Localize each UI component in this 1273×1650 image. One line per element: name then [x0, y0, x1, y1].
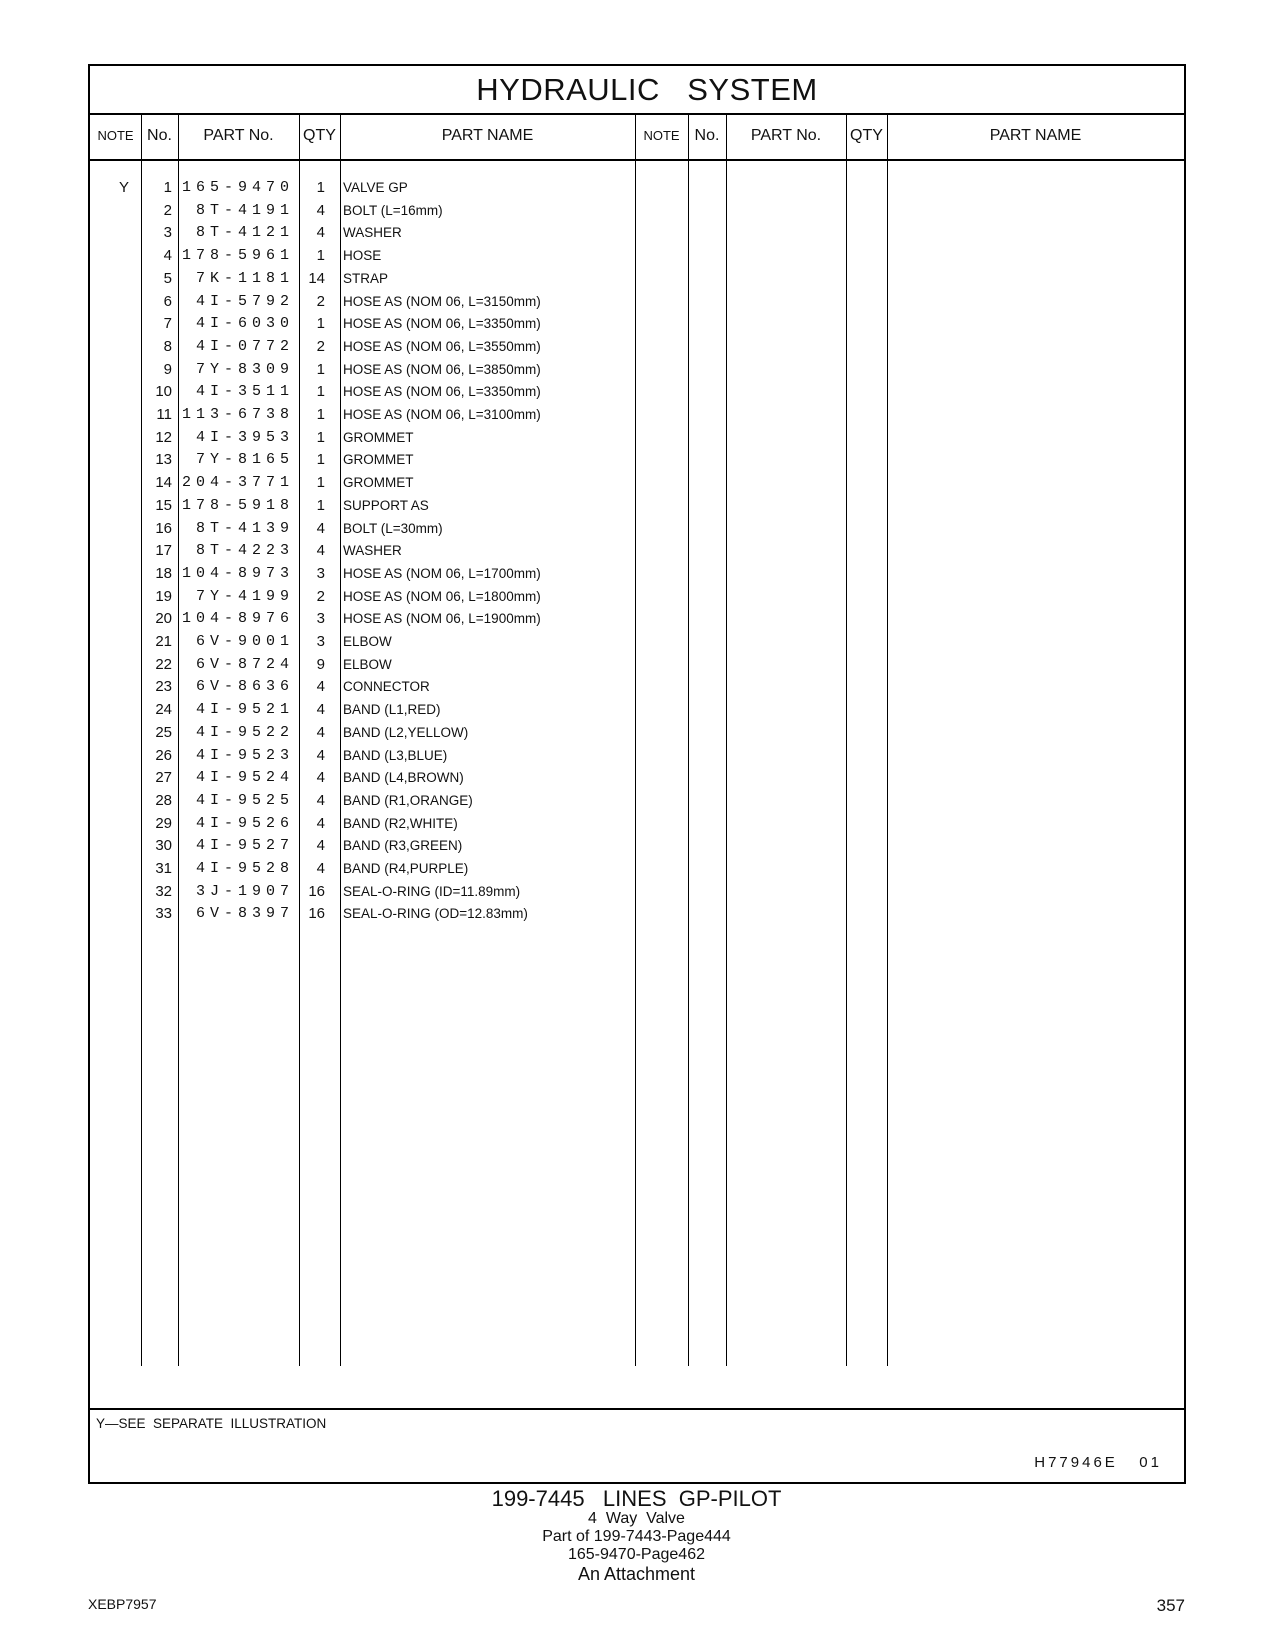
caption-subtitle: 4 Way Valve	[588, 1510, 685, 1527]
row-quantity: 4	[316, 723, 325, 741]
row-quantity: 1	[316, 315, 325, 333]
caption-part-of: Part of 199-7443-Page444	[542, 1528, 731, 1545]
row-part-number: 4I-9524	[195, 769, 294, 787]
row-part-number: 7K-1181	[195, 269, 294, 287]
row-quantity: 1	[316, 496, 325, 514]
row-number: 15	[155, 496, 172, 514]
header-qty-right: QTY	[850, 127, 883, 144]
row-part-name: HOSE AS (NOM 06, L=3350mm)	[343, 384, 541, 400]
table-row	[90, 744, 650, 767]
table-row	[90, 221, 650, 244]
header-partno-left: PART No.	[203, 127, 274, 144]
table-row	[90, 880, 650, 903]
row-quantity: 3	[316, 610, 325, 628]
table-row	[90, 244, 650, 267]
row-part-name: CONNECTOR	[343, 679, 430, 695]
row-number: 14	[155, 474, 172, 492]
row-number: 27	[155, 769, 172, 787]
row-quantity: 4	[316, 678, 325, 696]
row-part-name: HOSE AS (NOM 06, L=1700mm)	[343, 565, 541, 581]
row-part-name: BAND (R1,ORANGE)	[343, 792, 473, 808]
table-row	[90, 494, 650, 517]
row-part-number: 8T-4139	[195, 519, 294, 537]
row-number: 28	[155, 791, 172, 809]
table-row	[90, 176, 650, 199]
row-quantity: 4	[316, 519, 325, 537]
row-quantity: 4	[316, 791, 325, 809]
row-part-number: 4I-9522	[195, 723, 294, 741]
row-part-name: WASHER	[343, 225, 402, 241]
table-row	[90, 471, 650, 494]
row-part-number: 6V-9001	[195, 633, 294, 650]
table-row	[90, 199, 650, 222]
row-quantity: 1	[316, 428, 325, 446]
table-row	[90, 312, 650, 335]
row-quantity: 2	[316, 292, 325, 310]
row-part-number: 4I-5792	[195, 292, 294, 310]
table-row	[90, 902, 650, 925]
row-part-number: 4I-9525	[195, 791, 294, 809]
header-no-right: No.	[694, 127, 720, 144]
row-quantity: 3	[316, 633, 325, 650]
row-part-name: BAND (R3,GREEN)	[343, 838, 463, 854]
row-part-name: BOLT (L=16mm)	[343, 202, 443, 218]
row-part-name: BOLT (L=30mm)	[343, 520, 443, 536]
table-row	[90, 358, 650, 381]
row-number: 11	[156, 406, 172, 423]
table-row	[90, 834, 650, 857]
row-number: 32	[155, 882, 172, 900]
caption-reference: 165-9470-Page462	[567, 1546, 705, 1563]
row-part-name: GROMMET	[343, 475, 414, 491]
row-number: 6	[163, 292, 172, 310]
row-part-name: BAND (L4,BROWN)	[343, 770, 464, 786]
row-quantity: 1	[316, 474, 325, 492]
table-row	[90, 448, 650, 471]
row-part-name: SEAL-O-RING (OD=12.83mm)	[343, 906, 528, 922]
row-part-number: 8T-4121	[195, 224, 294, 242]
row-part-name: ELBOW	[343, 634, 392, 649]
table-row	[90, 812, 650, 835]
row-part-number: 4I-9523	[195, 746, 294, 764]
table-row	[90, 766, 650, 789]
row-part-number: 8T-4223	[195, 542, 294, 560]
table-row	[90, 630, 650, 653]
header-note-right: NOTE	[643, 128, 680, 143]
row-part-number: 165-9470	[182, 179, 295, 196]
table-row	[90, 675, 650, 698]
row-number: 13	[155, 451, 172, 469]
table-row	[90, 562, 650, 585]
row-number: 7	[163, 315, 172, 333]
row-part-number: 204-3771	[182, 474, 295, 492]
row-part-number: 4I-3953	[195, 428, 294, 446]
row-part-name: BAND (R2,WHITE)	[343, 815, 458, 831]
row-quantity: 4	[316, 224, 325, 242]
drawing-code: H77946E 01	[1034, 1454, 1162, 1471]
row-part-name: ELBOW	[343, 656, 392, 672]
row-number: 8	[163, 337, 172, 355]
row-number: 30	[155, 837, 172, 855]
page-title: HYDRAULIC SYSTEM	[476, 72, 818, 107]
row-number: 1	[163, 179, 172, 196]
row-part-number: 4I-6030	[195, 315, 294, 333]
row-number: 9	[163, 360, 172, 378]
row-part-number: 7Y-8309	[195, 360, 294, 378]
row-quantity: 1	[316, 451, 325, 469]
row-part-name: WASHER	[343, 543, 402, 559]
row-part-number: 178-5961	[182, 247, 295, 265]
parts-table-body	[90, 161, 1184, 1366]
footer-divider	[90, 1408, 1184, 1410]
row-part-name: HOSE AS (NOM 06, L=3850mm)	[343, 361, 541, 377]
row-part-number: 6V-8397	[195, 905, 294, 923]
row-part-name: STRAP	[343, 270, 389, 286]
row-number: 31	[155, 860, 172, 877]
table-row	[90, 335, 650, 358]
row-number: 2	[163, 201, 172, 219]
table-row	[90, 267, 650, 290]
row-part-name: HOSE AS (NOM 06, L=1800mm)	[343, 588, 541, 604]
row-part-name: BAND (L1,RED)	[343, 702, 441, 718]
row-quantity: 4	[316, 542, 325, 560]
document-id: XEBP7957	[88, 1596, 157, 1612]
row-part-number: 104-8976	[182, 610, 295, 628]
header-partname-left: PART NAME	[441, 127, 534, 144]
row-part-name: VALVE GP	[343, 180, 408, 195]
row-part-name: HOSE AS (NOM 06, L=3350mm)	[343, 316, 541, 332]
table-row	[90, 698, 650, 721]
row-part-number: 4I-9526	[195, 814, 294, 832]
row-quantity: 9	[316, 655, 325, 673]
row-quantity: 16	[308, 882, 325, 900]
row-number: 3	[163, 224, 172, 242]
table-row	[90, 539, 650, 562]
row-quantity: 4	[316, 814, 325, 832]
row-part-number: 6V-8636	[195, 678, 294, 696]
row-part-name: BAND (L2,YELLOW)	[343, 724, 469, 740]
header-partno-right: PART No.	[750, 127, 822, 144]
row-part-number: 104-8973	[182, 564, 295, 582]
row-part-name: HOSE AS (NOM 06, L=3550mm)	[343, 338, 541, 354]
parts-sheet	[88, 64, 1186, 1484]
row-part-name: HOSE AS (NOM 06, L=3150mm)	[343, 293, 541, 309]
row-quantity: 4	[316, 860, 325, 877]
row-number: 19	[155, 587, 172, 605]
row-quantity: 2	[316, 587, 325, 605]
row-part-number: 113-6738	[182, 406, 295, 423]
table-row	[90, 653, 650, 676]
table-row	[90, 426, 650, 449]
caption-group-title: 199-7445 LINES GP-PILOT	[491, 1486, 782, 1511]
row-quantity: 1	[316, 247, 325, 265]
table-row	[90, 403, 650, 426]
table-row	[90, 290, 650, 313]
row-number: 20	[155, 610, 172, 628]
row-quantity: 1	[316, 179, 325, 196]
caption	[0, 1488, 1273, 1584]
row-quantity: 1	[316, 406, 325, 423]
row-number: 16	[155, 519, 172, 537]
row-number: 18	[155, 564, 172, 582]
row-quantity: 1	[316, 360, 325, 378]
header-qty-left: QTY	[303, 127, 336, 144]
row-part-name: BAND (R4,PURPLE)	[343, 861, 469, 876]
row-number: 12	[155, 428, 172, 446]
row-quantity: 14	[308, 269, 325, 287]
row-part-number: 4I-0772	[195, 337, 294, 355]
row-number: 5	[163, 269, 172, 287]
row-quantity: 1	[316, 383, 325, 401]
row-number: 33	[155, 905, 172, 923]
row-part-name: GROMMET	[343, 452, 414, 468]
header-partname-right: PART NAME	[989, 127, 1082, 144]
row-part-name: BAND (L3,BLUE)	[343, 747, 448, 763]
row-quantity: 4	[316, 746, 325, 764]
row-part-name: HOSE AS (NOM 06, L=1900mm)	[343, 611, 541, 627]
table-row	[90, 857, 650, 880]
row-part-name: GROMMET	[343, 429, 414, 445]
row-number: 17	[155, 542, 172, 560]
row-number: 24	[155, 701, 172, 719]
table-row	[90, 789, 650, 812]
row-part-number: 6V-8724	[195, 655, 294, 673]
row-note: Y	[118, 179, 129, 196]
page-number: 357	[1156, 1596, 1185, 1615]
row-number: 21	[155, 633, 172, 650]
table-row	[90, 517, 650, 540]
row-part-name: SUPPORT AS	[343, 497, 429, 513]
row-part-number: 7Y-4199	[195, 587, 294, 605]
row-quantity: 4	[316, 769, 325, 787]
row-part-number: 4I-9521	[195, 701, 294, 719]
title-bar	[90, 66, 1184, 115]
table-row	[90, 721, 650, 744]
header-no-left: No.	[147, 127, 172, 144]
row-part-number: 8T-4191	[195, 201, 294, 219]
row-quantity: 4	[316, 837, 325, 855]
table-row	[90, 585, 650, 608]
row-part-number: 4I-9527	[195, 837, 294, 855]
row-number: 29	[155, 814, 172, 832]
table-row	[90, 380, 650, 403]
row-part-name: HOSE	[343, 248, 382, 264]
row-part-name: HOSE AS (NOM 06, L=3100mm)	[343, 407, 541, 422]
row-number: 25	[155, 723, 172, 741]
row-part-number: 4I-9528	[195, 860, 294, 877]
row-quantity: 2	[316, 337, 325, 355]
row-quantity: 3	[316, 564, 325, 582]
row-part-number: 178-5918	[182, 496, 295, 514]
row-number: 22	[155, 655, 172, 673]
row-number: 23	[155, 678, 172, 696]
row-part-name: SEAL-O-RING (ID=11.89mm)	[343, 883, 521, 899]
footnote: Y—SEE SEPARATE ILLUSTRATION	[96, 1416, 327, 1431]
table-row	[90, 607, 650, 630]
row-number: 10	[155, 383, 172, 401]
row-number: 4	[163, 247, 172, 265]
header-note-left: NOTE	[97, 128, 134, 143]
row-part-number: 3J-1907	[195, 882, 294, 900]
row-part-number: 4I-3511	[195, 383, 294, 401]
row-quantity: 4	[316, 701, 325, 719]
row-quantity: 16	[308, 905, 325, 923]
row-number: 26	[155, 746, 172, 764]
caption-attachment: An Attachment	[577, 1564, 696, 1584]
table-header	[90, 113, 1184, 161]
row-part-number: 7Y-8165	[195, 451, 294, 469]
row-quantity: 4	[316, 201, 325, 219]
